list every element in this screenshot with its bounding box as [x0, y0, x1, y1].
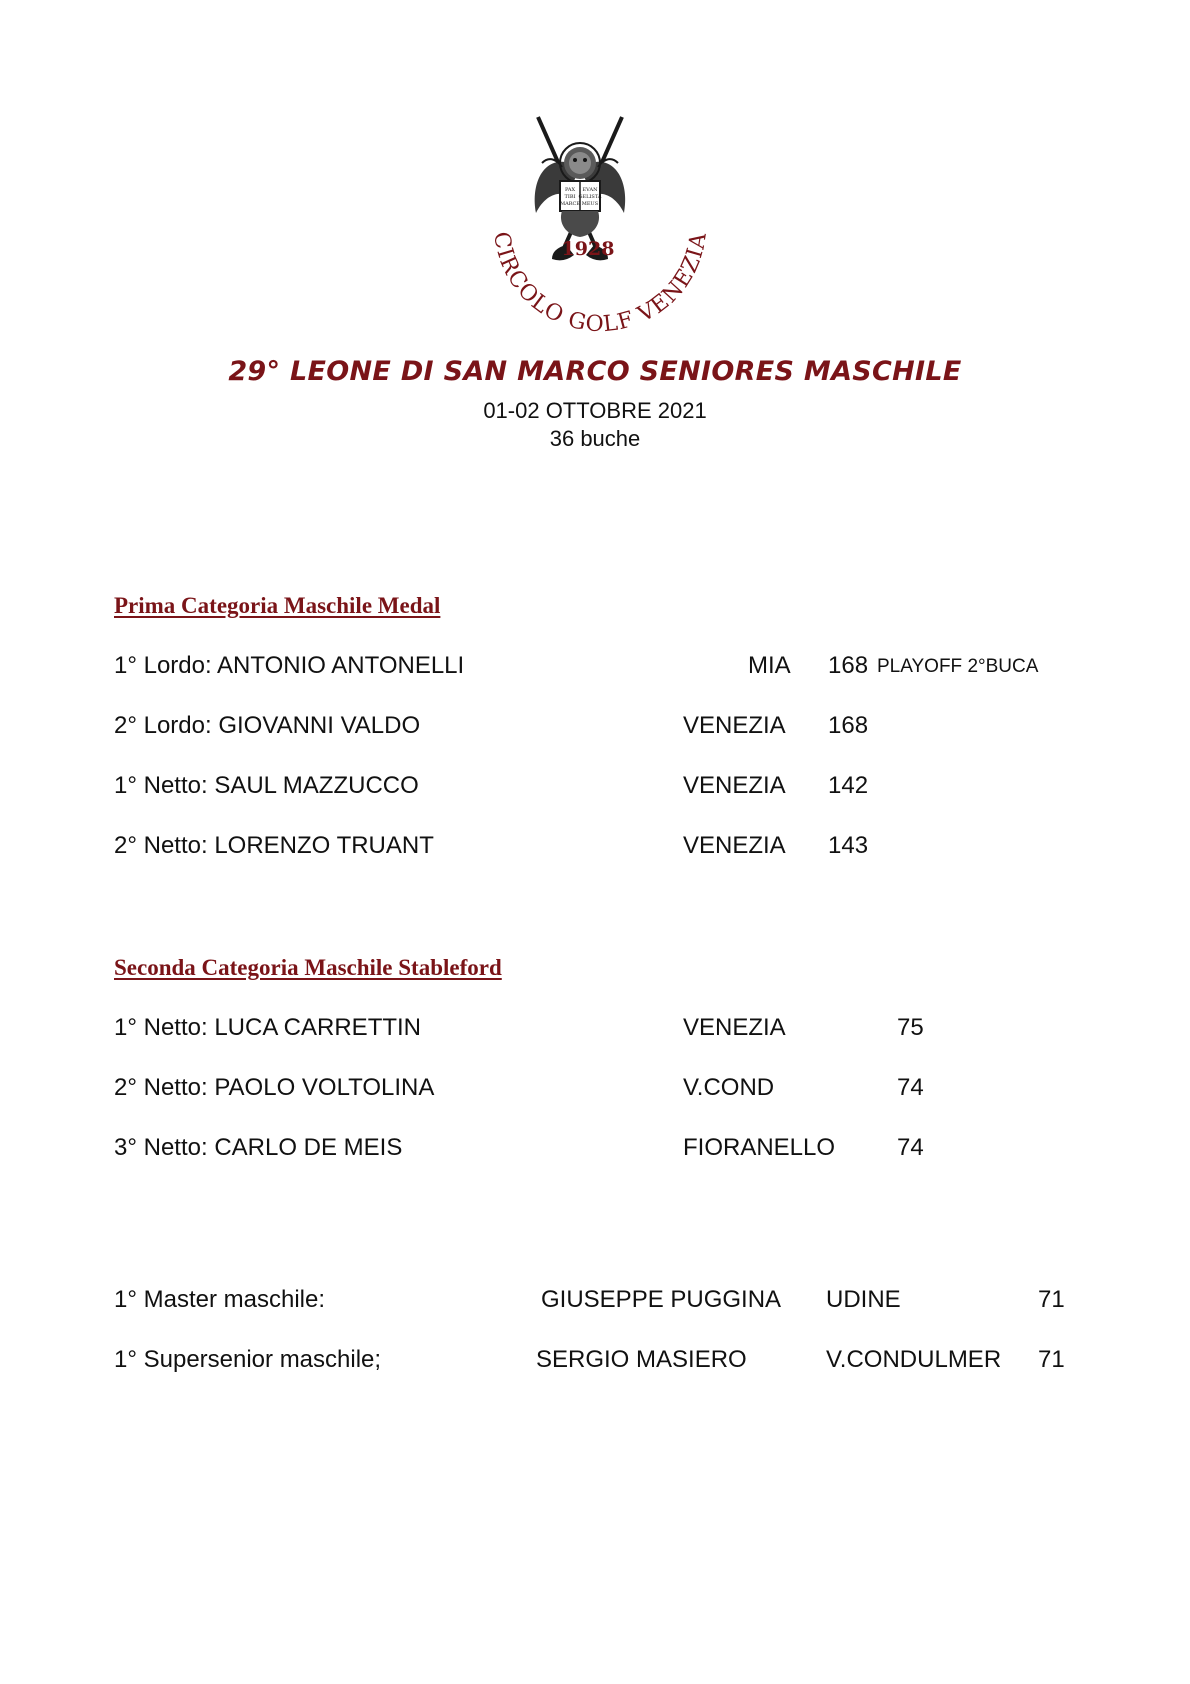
result-club: VENEZIA	[683, 772, 786, 799]
result-label: 1° Netto: SAUL MAZZUCCO	[114, 772, 419, 799]
club-logo-emblem	[470, 105, 730, 335]
award-score: 71	[1038, 1286, 1065, 1313]
award-label: 1° Master maschile:	[114, 1286, 325, 1313]
result-row	[0, 1014, 1190, 1044]
award-label: 1° Supersenior maschile;	[114, 1346, 382, 1373]
result-note: PLAYOFF 2°BUCA	[877, 656, 1039, 677]
result-row	[0, 652, 1190, 682]
svg-text:GELISTA: GELISTA	[578, 194, 602, 200]
award-name: SERGIO MASIERO	[536, 1346, 747, 1373]
result-club: VENEZIA	[683, 832, 786, 859]
award-score: 71	[1038, 1346, 1065, 1373]
result-label: 2° Netto: LORENZO TRUANT	[114, 832, 434, 859]
result-row	[0, 1134, 1190, 1164]
result-label: 1° Netto: LUCA CARRETTIN	[114, 1014, 422, 1041]
result-row	[0, 1074, 1190, 1104]
result-label: 2° Lordo: GIOVANNI VALDO	[114, 712, 421, 739]
result-row	[0, 832, 1190, 862]
svg-text:MEUS: MEUS	[581, 201, 599, 207]
award-name: GIUSEPPE PUGGINA	[541, 1286, 782, 1313]
event-holes: 36 buche	[549, 426, 641, 451]
svg-text:MARCE: MARCE	[560, 201, 580, 207]
result-score: 75	[897, 1014, 924, 1041]
special-award-row	[0, 1346, 1190, 1376]
result-label: 1° Lordo: ANTONIO ANTONELLI	[114, 652, 465, 679]
result-score: 74	[897, 1074, 924, 1101]
page-title: 29° LEONE DI SAN MARCO SENIORES MASCHILE	[228, 356, 962, 387]
result-score: 142	[828, 772, 869, 799]
result-score: 168	[828, 652, 869, 679]
award-club: UDINE	[826, 1286, 901, 1313]
svg-text:PAX: PAX	[564, 187, 576, 193]
result-row	[0, 712, 1190, 742]
event-date: 01-02 OTTOBRE 2021	[483, 398, 707, 423]
logo-arc-text: CIRCOLO GOLF VENEZIA	[488, 230, 712, 335]
result-club: VENEZIA	[683, 712, 786, 739]
section-heading-prima-categoria: Prima Categoria Maschile Medal	[114, 593, 441, 618]
result-club: VENEZIA	[683, 1014, 786, 1041]
svg-text:EVAN: EVAN	[582, 187, 598, 193]
result-score: 143	[828, 832, 869, 859]
result-label: 3° Netto: CARLO DE MEIS	[114, 1134, 403, 1161]
result-row	[0, 772, 1190, 802]
section-heading-seconda-categoria: Seconda Categoria Maschile Stableford	[114, 955, 502, 980]
result-club: MIA	[748, 652, 791, 679]
award-club: V.CONDULMER	[826, 1346, 1002, 1373]
result-label: 2° Netto: PAOLO VOLTOLINA	[114, 1074, 435, 1101]
logo-year: 1928	[561, 238, 615, 260]
result-score: 74	[897, 1134, 924, 1161]
svg-text:TIBI: TIBI	[564, 194, 576, 200]
result-score: 168	[828, 712, 869, 739]
special-award-row	[0, 1286, 1190, 1316]
result-club: FIORANELLO	[683, 1134, 836, 1161]
result-club: V.COND	[683, 1074, 775, 1101]
club-logo	[470, 105, 730, 335]
